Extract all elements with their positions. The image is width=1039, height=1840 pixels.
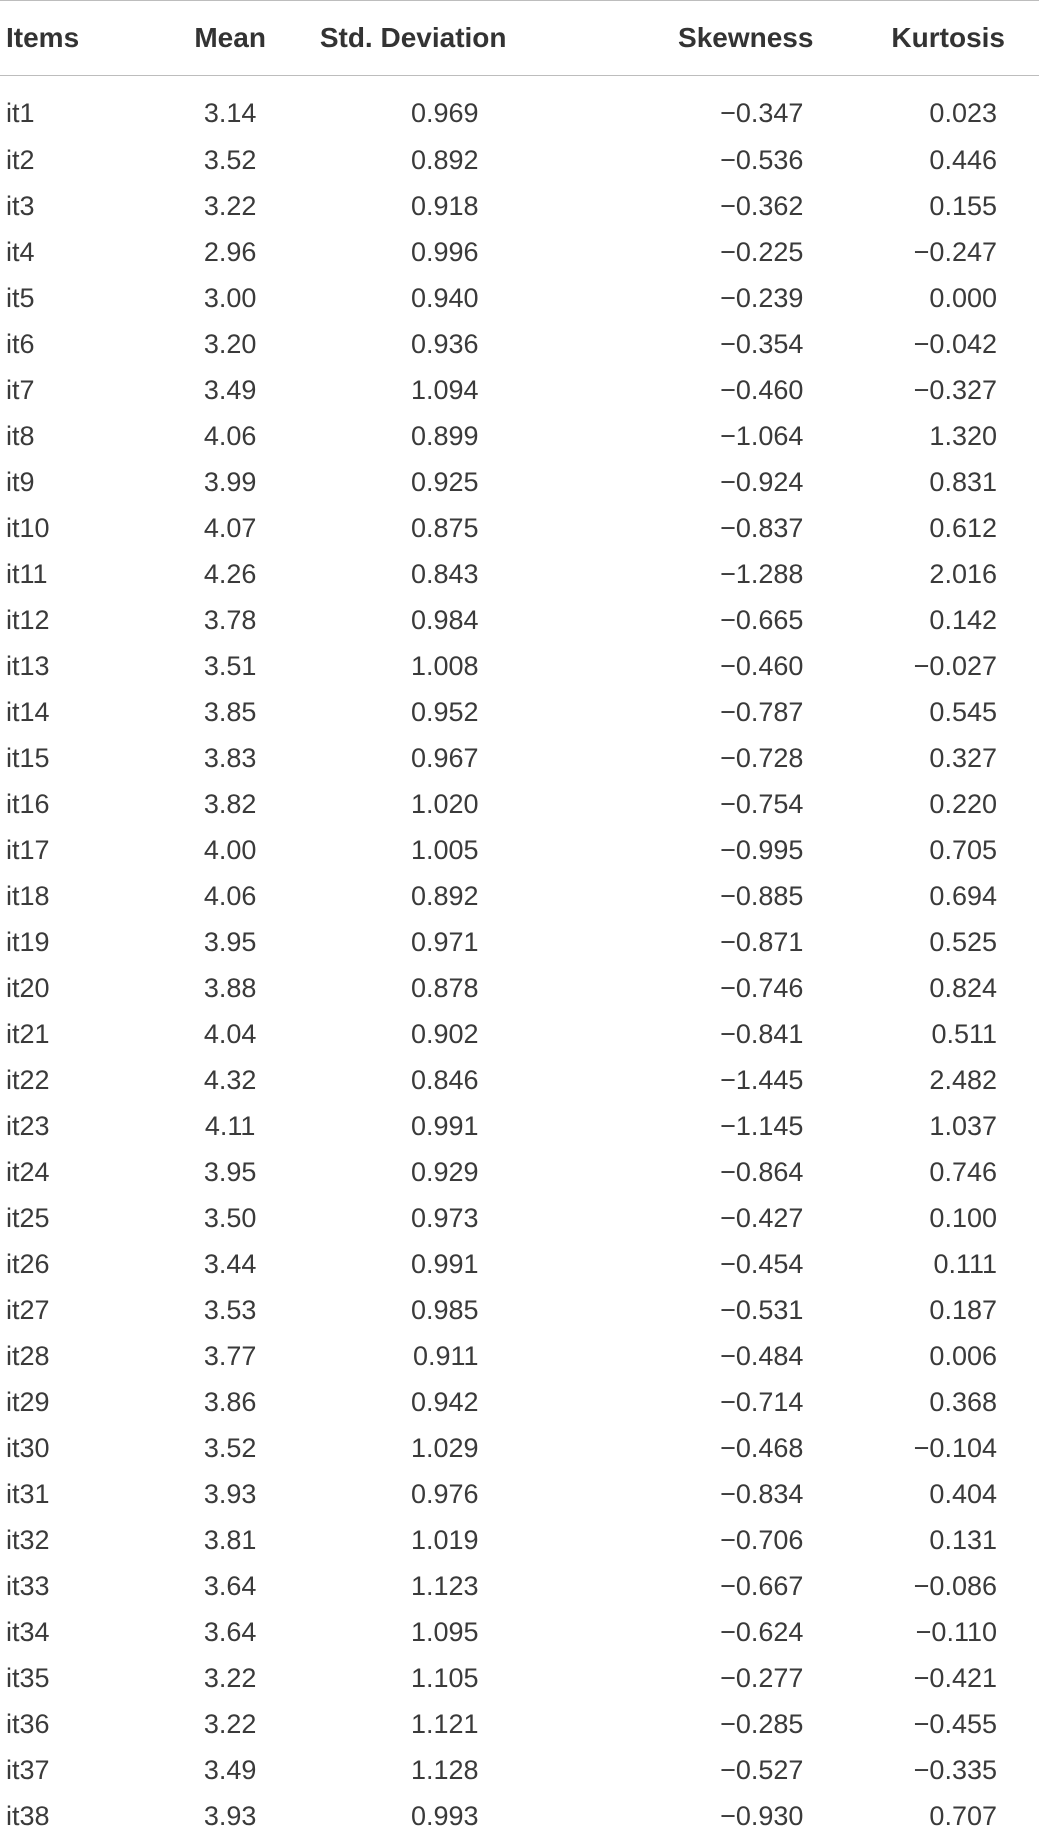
table-row — [0, 736, 1039, 782]
table-row — [0, 1748, 1039, 1794]
table-row — [0, 782, 1039, 828]
cell-mean: 3.93 — [203, 1479, 257, 1509]
cell-item: it22 — [6, 1065, 50, 1095]
table-row — [0, 138, 1039, 184]
table-row — [0, 690, 1039, 736]
cell-item: it32 — [6, 1525, 50, 1555]
cell-mean: 4.07 — [203, 513, 257, 543]
cell-skewness: −1.145 — [720, 1111, 804, 1141]
table-row — [0, 1242, 1039, 1288]
cell-std-deviation: 0.918 — [410, 191, 479, 221]
cell-kurtosis: −0.027 — [913, 651, 997, 681]
cell-std-deviation: 0.843 — [410, 559, 479, 589]
cell-std-deviation: 1.019 — [410, 1525, 479, 1555]
table-row — [0, 1380, 1039, 1426]
header-items: Items — [0, 1, 166, 76]
table-row — [0, 1610, 1039, 1656]
cell-mean: 3.82 — [203, 789, 257, 819]
cell-item: it20 — [6, 973, 50, 1003]
cell-item: it18 — [6, 881, 50, 911]
cell-item: it12 — [6, 605, 50, 635]
cell-mean: 3.64 — [203, 1617, 257, 1647]
cell-kurtosis: 0.220 — [929, 789, 997, 819]
cell-std-deviation: 1.123 — [410, 1571, 479, 1601]
cell-std-deviation: 0.929 — [410, 1157, 479, 1187]
cell-item: it7 — [6, 375, 35, 405]
cell-kurtosis: 0.000 — [929, 283, 997, 313]
table-header — [0, 1, 1039, 76]
table-row — [0, 598, 1039, 644]
cell-kurtosis: 0.131 — [929, 1525, 997, 1555]
cell-mean: 3.78 — [203, 605, 257, 635]
cell-mean: 3.49 — [203, 1755, 257, 1785]
cell-item: it37 — [6, 1755, 50, 1785]
cell-kurtosis: 0.368 — [929, 1387, 997, 1417]
cell-mean: 3.81 — [203, 1525, 257, 1555]
cell-std-deviation: 0.984 — [410, 605, 479, 635]
cell-mean: 3.95 — [203, 927, 257, 957]
cell-item: it1 — [6, 98, 35, 129]
table-row — [0, 368, 1039, 414]
table-row — [0, 1058, 1039, 1104]
cell-item: it9 — [6, 467, 35, 497]
table-row — [0, 414, 1039, 460]
cell-kurtosis: 0.545 — [929, 697, 997, 727]
table-row — [0, 1334, 1039, 1380]
cell-mean: 4.00 — [203, 835, 257, 865]
cell-mean: 3.95 — [203, 1157, 257, 1187]
cell-item: it4 — [6, 237, 35, 267]
table-row — [0, 1426, 1039, 1472]
cell-skewness: −0.924 — [720, 467, 804, 497]
cell-std-deviation: 0.846 — [410, 1065, 479, 1095]
cell-skewness: −0.728 — [720, 743, 804, 773]
cell-skewness: −0.285 — [720, 1709, 804, 1739]
cell-std-deviation: 0.911 — [412, 1341, 479, 1371]
cell-mean: 4.11 — [204, 1111, 256, 1141]
cell-skewness: −0.665 — [720, 605, 804, 635]
cell-mean: 4.06 — [203, 421, 257, 451]
cell-skewness: −0.225 — [720, 237, 804, 267]
cell-kurtosis: 0.006 — [929, 1341, 997, 1371]
cell-kurtosis: 0.707 — [929, 1801, 997, 1831]
cell-skewness: −0.354 — [720, 329, 804, 359]
cell-item: it29 — [6, 1387, 50, 1417]
cell-skewness: −0.841 — [720, 1019, 804, 1049]
header-mean: Mean — [166, 1, 293, 76]
cell-std-deviation: 1.029 — [410, 1433, 479, 1463]
cell-item: it38 — [6, 1801, 50, 1831]
table-row — [0, 1656, 1039, 1702]
cell-skewness: −0.362 — [720, 191, 804, 221]
cell-item: it14 — [6, 697, 50, 727]
cell-mean: 3.64 — [203, 1571, 257, 1601]
cell-skewness: −0.871 — [720, 927, 804, 957]
cell-kurtosis: 2.016 — [929, 559, 997, 589]
cell-std-deviation: 1.020 — [410, 789, 479, 819]
cell-kurtosis: 0.831 — [929, 467, 997, 497]
cell-kurtosis: 0.023 — [929, 98, 997, 129]
cell-std-deviation: 0.993 — [410, 1801, 479, 1831]
cell-kurtosis: −0.247 — [913, 237, 997, 267]
cell-kurtosis: −0.421 — [913, 1663, 997, 1693]
cell-mean: 3.44 — [203, 1249, 257, 1279]
cell-mean: 3.20 — [203, 329, 257, 359]
cell-item: it31 — [6, 1479, 50, 1509]
cell-mean: 3.22 — [203, 1709, 257, 1739]
cell-item: it34 — [6, 1617, 50, 1647]
cell-item: it16 — [6, 789, 50, 819]
cell-item: it10 — [6, 513, 50, 543]
cell-std-deviation: 0.991 — [410, 1111, 479, 1141]
cell-skewness: −0.527 — [720, 1755, 804, 1785]
cell-kurtosis: −0.110 — [915, 1617, 997, 1647]
cell-kurtosis: 0.446 — [929, 145, 997, 175]
cell-kurtosis: 0.525 — [929, 927, 997, 957]
cell-skewness: −0.454 — [720, 1249, 804, 1279]
cell-skewness: −0.277 — [720, 1663, 804, 1693]
cell-skewness: −0.468 — [720, 1433, 804, 1463]
cell-mean: 3.49 — [203, 375, 257, 405]
cell-std-deviation: 0.878 — [410, 973, 479, 1003]
cell-mean: 3.93 — [203, 1801, 257, 1831]
cell-kurtosis: 1.037 — [929, 1111, 997, 1141]
cell-std-deviation: 0.940 — [410, 283, 479, 313]
table-row — [0, 230, 1039, 276]
cell-std-deviation: 0.952 — [410, 697, 479, 727]
cell-std-deviation: 0.892 — [410, 881, 479, 911]
table-row — [0, 1564, 1039, 1610]
cell-kurtosis: 0.511 — [931, 1019, 997, 1049]
cell-skewness: −1.445 — [720, 1065, 804, 1095]
cell-std-deviation: 0.985 — [410, 1295, 479, 1325]
cell-item: it26 — [6, 1249, 50, 1279]
cell-skewness: −0.239 — [720, 283, 804, 313]
cell-kurtosis: 0.824 — [929, 973, 997, 1003]
table-row — [0, 322, 1039, 368]
cell-kurtosis: −0.327 — [913, 375, 997, 405]
cell-item: it23 — [6, 1111, 50, 1141]
cell-kurtosis: 0.404 — [929, 1479, 997, 1509]
table-body — [0, 76, 1039, 1840]
cell-skewness: −0.624 — [720, 1617, 804, 1647]
cell-std-deviation: 1.005 — [410, 835, 479, 865]
cell-skewness: −0.837 — [720, 513, 804, 543]
cell-skewness: −0.864 — [720, 1157, 804, 1187]
cell-skewness: −0.930 — [720, 1801, 804, 1831]
header-kurtosis: Kurtosis — [854, 1, 1039, 76]
cell-kurtosis: 0.100 — [929, 1203, 997, 1233]
table-row — [0, 1472, 1039, 1518]
cell-std-deviation: 0.991 — [410, 1249, 479, 1279]
table-row — [0, 1012, 1039, 1058]
cell-mean: 4.32 — [203, 1065, 257, 1095]
cell-skewness: −0.787 — [720, 697, 804, 727]
cell-mean: 3.00 — [203, 283, 257, 313]
cell-skewness: −0.531 — [720, 1295, 804, 1325]
cell-item: it36 — [6, 1709, 50, 1739]
cell-std-deviation: 1.105 — [410, 1663, 479, 1693]
cell-kurtosis: −0.455 — [913, 1709, 997, 1739]
table-row — [0, 552, 1039, 598]
cell-mean: 3.22 — [203, 191, 257, 221]
cell-skewness: −0.484 — [720, 1341, 804, 1371]
cell-skewness: −0.706 — [720, 1525, 804, 1555]
cell-item: it30 — [6, 1433, 50, 1463]
cell-mean: 4.04 — [203, 1019, 257, 1049]
cell-item: it27 — [6, 1295, 50, 1325]
cell-item: it8 — [6, 421, 35, 451]
cell-item: it5 — [6, 283, 35, 313]
cell-item: it24 — [6, 1157, 50, 1187]
cell-kurtosis: 0.705 — [929, 835, 997, 865]
table-row — [0, 1702, 1039, 1748]
cell-kurtosis: 0.612 — [929, 513, 997, 543]
table-row — [0, 920, 1039, 966]
cell-std-deviation: 0.976 — [410, 1479, 479, 1509]
cell-kurtosis: 0.694 — [929, 881, 997, 911]
cell-skewness: −0.460 — [720, 375, 804, 405]
cell-skewness: −0.536 — [720, 145, 804, 175]
cell-kurtosis: −0.042 — [913, 329, 997, 359]
cell-skewness: −0.746 — [720, 973, 804, 1003]
cell-mean: 4.26 — [203, 559, 257, 589]
cell-std-deviation: 1.121 — [410, 1709, 479, 1739]
table-row — [0, 1288, 1039, 1334]
table-row — [0, 1104, 1039, 1150]
cell-mean: 3.85 — [203, 697, 257, 727]
cell-item: it13 — [6, 651, 50, 681]
cell-mean: 3.88 — [203, 973, 257, 1003]
table-row — [0, 966, 1039, 1012]
cell-std-deviation: 1.094 — [410, 375, 479, 405]
cell-kurtosis: 0.111 — [933, 1249, 997, 1279]
cell-mean: 3.51 — [203, 651, 257, 681]
cell-skewness: −0.995 — [720, 835, 804, 865]
cell-item: it21 — [6, 1019, 50, 1049]
cell-skewness: −0.667 — [720, 1571, 804, 1601]
cell-kurtosis: 0.327 — [929, 743, 997, 773]
cell-kurtosis: 0.142 — [929, 605, 997, 635]
header-row — [0, 1, 1039, 76]
cell-mean: 3.86 — [203, 1387, 257, 1417]
cell-skewness: −0.427 — [720, 1203, 804, 1233]
table-row — [0, 506, 1039, 552]
cell-mean: 3.52 — [203, 145, 257, 175]
cell-std-deviation: 0.996 — [410, 237, 479, 267]
cell-item: it33 — [6, 1571, 50, 1601]
table-row — [0, 874, 1039, 920]
cell-item: it6 — [6, 329, 35, 359]
cell-item: it25 — [6, 1203, 50, 1233]
cell-kurtosis: −0.104 — [913, 1433, 997, 1463]
cell-item: it35 — [6, 1663, 50, 1693]
table-row — [0, 184, 1039, 230]
cell-kurtosis: 0.155 — [929, 191, 997, 221]
cell-std-deviation: 0.899 — [410, 421, 479, 451]
cell-skewness: −1.288 — [720, 559, 804, 589]
table-row — [0, 1518, 1039, 1564]
cell-std-deviation: 0.973 — [410, 1203, 479, 1233]
cell-std-deviation: 0.969 — [410, 98, 479, 129]
cell-mean: 3.14 — [203, 98, 257, 129]
cell-skewness: −0.885 — [720, 881, 804, 911]
cell-std-deviation: 0.967 — [410, 743, 479, 773]
cell-std-deviation: 1.008 — [410, 651, 479, 681]
table-row — [0, 276, 1039, 322]
cell-kurtosis: −0.335 — [913, 1755, 997, 1785]
cell-item: it28 — [6, 1341, 50, 1371]
cell-kurtosis: 0.187 — [929, 1295, 997, 1325]
cell-skewness: −0.754 — [720, 789, 804, 819]
cell-std-deviation: 0.936 — [410, 329, 479, 359]
cell-mean: 3.53 — [203, 1295, 257, 1325]
cell-std-deviation: 1.095 — [410, 1617, 479, 1647]
table-row — [0, 828, 1039, 874]
cell-skewness: −0.347 — [720, 98, 804, 129]
table-row — [0, 1150, 1039, 1196]
cell-mean: 3.83 — [203, 743, 257, 773]
cell-std-deviation: 0.942 — [410, 1387, 479, 1417]
cell-skewness: −0.834 — [720, 1479, 804, 1509]
cell-kurtosis: 0.746 — [929, 1157, 997, 1187]
table-row — [0, 76, 1039, 138]
cell-item: it19 — [6, 927, 50, 957]
cell-kurtosis: 1.320 — [929, 421, 997, 451]
cell-skewness: −1.064 — [720, 421, 804, 451]
table-row — [0, 644, 1039, 690]
cell-std-deviation: 0.902 — [410, 1019, 479, 1049]
cell-kurtosis: −0.086 — [913, 1571, 997, 1601]
cell-item: it15 — [6, 743, 50, 773]
cell-kurtosis: 2.482 — [929, 1065, 997, 1095]
cell-skewness: −0.714 — [720, 1387, 804, 1417]
cell-mean: 3.22 — [203, 1663, 257, 1693]
cell-std-deviation: 1.128 — [410, 1755, 479, 1785]
cell-std-deviation: 0.892 — [410, 145, 479, 175]
cell-item: it17 — [6, 835, 50, 865]
cell-skewness: −0.460 — [720, 651, 804, 681]
cell-item: it11 — [6, 559, 48, 589]
table-row — [0, 460, 1039, 506]
cell-item: it2 — [6, 145, 35, 175]
cell-mean: 3.99 — [203, 467, 257, 497]
cell-std-deviation: 0.971 — [410, 927, 479, 957]
header-skewness: Skewness — [540, 1, 855, 76]
cell-mean: 3.52 — [203, 1433, 257, 1463]
cell-mean: 4.06 — [203, 881, 257, 911]
cell-item: it3 — [6, 191, 35, 221]
cell-std-deviation: 0.875 — [410, 513, 479, 543]
table-row — [0, 1196, 1039, 1242]
cell-mean: 3.77 — [203, 1341, 257, 1371]
cell-mean: 3.50 — [203, 1203, 257, 1233]
cell-std-deviation: 0.925 — [410, 467, 479, 497]
header-std-deviation: Std. Deviation — [294, 1, 540, 76]
cell-mean: 2.96 — [203, 237, 257, 267]
